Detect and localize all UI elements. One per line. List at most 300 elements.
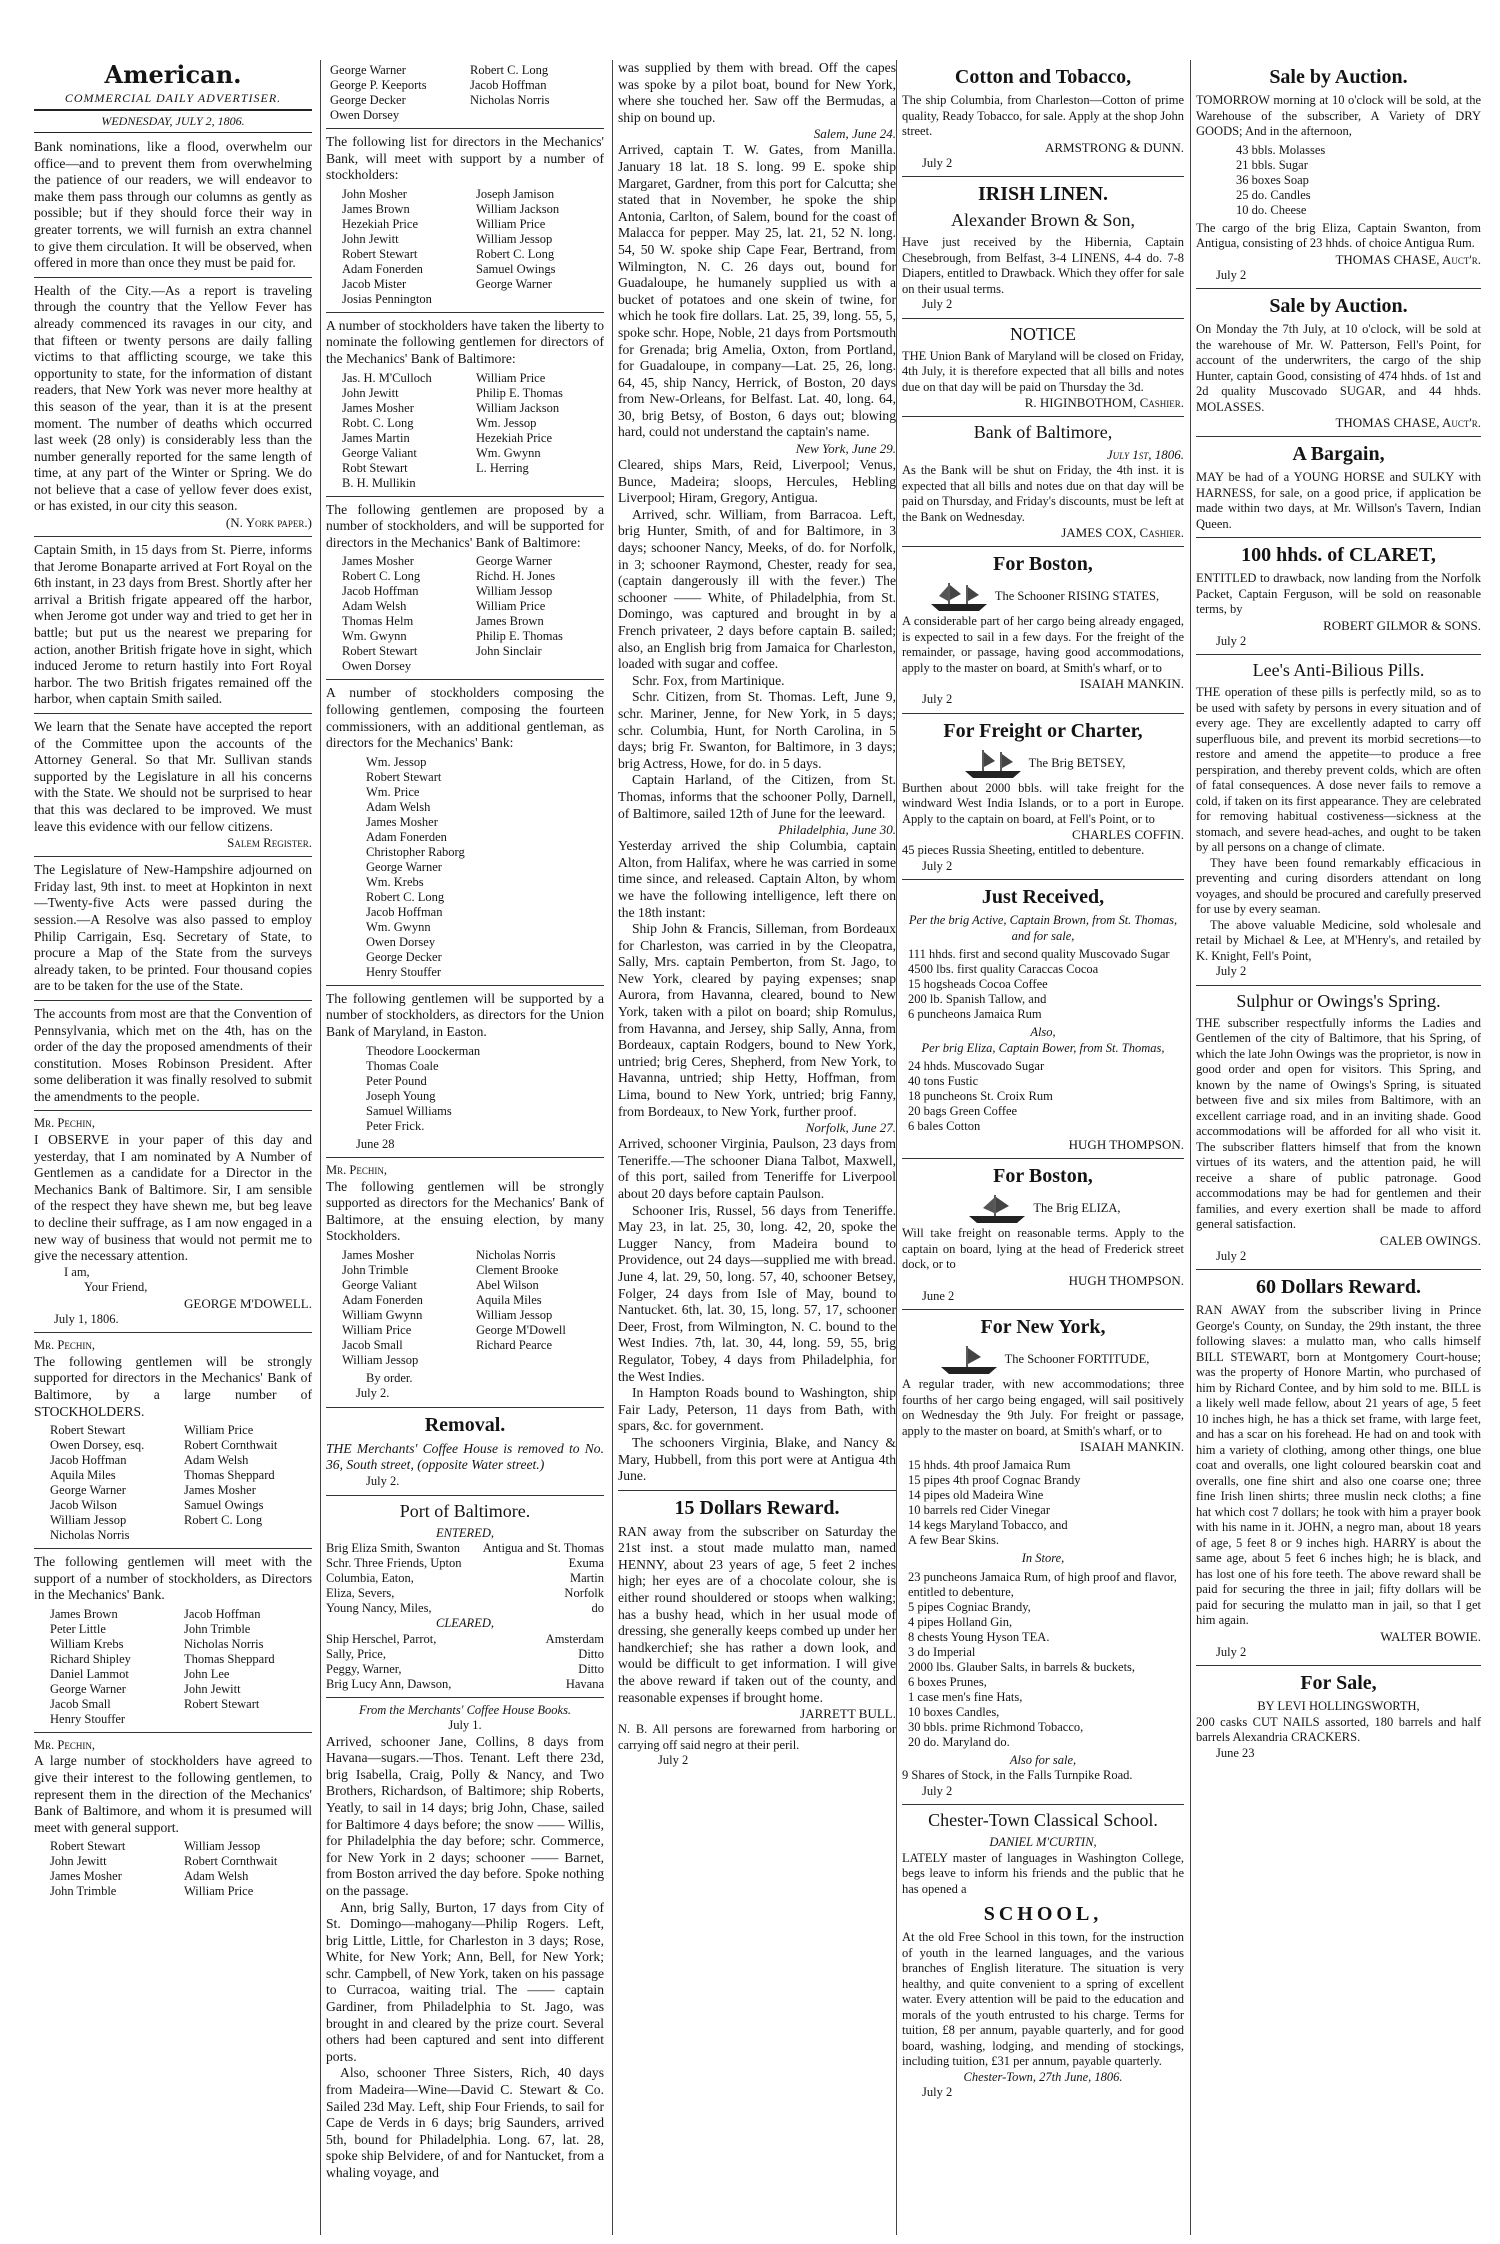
list-item: William Krebs xyxy=(50,1636,124,1651)
list-item: 6 boxes Prunes, xyxy=(908,1674,987,1689)
list-item: Wm. Jessop xyxy=(366,754,427,769)
directors-notice: A number of stockholders composing the following gentlemen, composing the fourteen commissioners, with an additional gentleman, as directors for the Mechanics' Bank: xyxy=(326,685,604,751)
freight-heading: For Freight or Charter, xyxy=(943,719,1143,742)
shipping-news: was supplied by them with bread. Off the capes was spoke by a pilot boat, bound for New York, where she touched her. Saw off the Bermudas, a ship on bound up. xyxy=(618,60,896,125)
newspaper-page xyxy=(14,60,1486,2235)
list-item: Jacob Mister xyxy=(342,276,407,291)
letter-closing: I am, xyxy=(64,1264,90,1279)
notice-date: July 2 xyxy=(922,297,953,311)
list-item: 111 hhds. first and second quality Muscovado Sugar xyxy=(908,947,1170,961)
list-item: Wm. Jessop xyxy=(476,415,537,430)
list-item: Robt Stewart xyxy=(342,460,408,475)
list-item: Peter Little xyxy=(50,1621,106,1636)
masthead-title: American. xyxy=(104,60,242,89)
boston2-heading: For Boston, xyxy=(993,1165,1093,1187)
ship-name: The Brig ELIZA, xyxy=(1033,1200,1121,1215)
list-item: Thomas Helm xyxy=(342,614,414,629)
auction1-signature: THOMAS CHASE, Auct'r. xyxy=(1335,251,1481,267)
list-item: James Brown xyxy=(476,614,544,629)
notice-date: July 2 xyxy=(1216,1248,1247,1263)
notice-signature: By order. xyxy=(366,1370,413,1385)
list-item: John Mosher xyxy=(342,186,407,201)
table-row xyxy=(326,1556,604,1571)
ny-dateline: New York, June 29. xyxy=(795,441,896,457)
runaway-notice: RAN away from the subscriber on Saturday the 21st inst. a stout made mulatto man, named HENNY, about 23 years of age, 5 feet 2 inches high; her eyes are of a chocolate colour, she is either round shouldered or stoops when walking; has a bushy head, which in her usual mode of dressing, she generally keeps combed up under her handkerchief; she has rather a down look, and would be difficult to get information. I will give the above reward if taken out of the county, and reasonable expenses if brought home. xyxy=(618,1523,896,1705)
list-item: Jacob Wilson xyxy=(50,1498,117,1513)
list-item: Samuel Owings xyxy=(184,1498,264,1513)
list-item: Richd. H. Jones xyxy=(476,569,556,584)
notice-date: July 2 xyxy=(922,858,953,873)
list-item: B. H. Mullikin xyxy=(342,475,416,490)
list-item: Nicholas Norris xyxy=(184,1636,264,1651)
notice-heading: NOTICE xyxy=(1010,323,1076,344)
port-heading: Port of Baltimore. xyxy=(399,1500,531,1521)
received-sub: Per the brig Active, Captain Brown, from St. Thomas, and for sale, xyxy=(908,913,1178,943)
goods-list xyxy=(902,1059,1184,1134)
list-item: Theodore Loockerman xyxy=(366,1043,481,1058)
list-item: James Brown xyxy=(342,201,410,216)
pills-notice: The above valuable Medicine, sold wholesale and retail by Michael & Lee, at M'Henry's, and retailed by K. Knight, Fell's Point, xyxy=(1196,917,1481,963)
directors-notice: A number of stockholders have taken the liberty to nominate the following gentlemen for directors of the Mechanics' Bank of Baltimore: xyxy=(326,317,604,366)
pa-article: The accounts from most are that the Convention of Pennsylvania, which met on the 4th, has on the order of the day the proposed amendments of their constitution. Moses Robinson President. After some deliberation it was finally resolved to submit the amendments to the people. xyxy=(34,1005,312,1104)
list-item: Josias Pennington xyxy=(342,291,432,306)
list-item: George Warner xyxy=(330,63,406,77)
ny-heading: For New York, xyxy=(980,1316,1106,1338)
list-item: Jacob Small xyxy=(342,1337,403,1352)
bank-heading: Bank of Baltimore, xyxy=(973,422,1113,442)
school-master: DANIEL M'CURTIN, xyxy=(989,1835,1097,1849)
shipping-news: Ann, brig Sally, Burton, 17 days from City of St. Domingo—mahogany—Philip Rogers. Left, brig Little, Little, for Charleston in 3 days; Rose, White, for New York; Ann, Bell, for New York; schr. Campbell, of New York, taken on his passage to Curracoa, waiting trial. The —— captain Gardiner, from Philadelphia to St. Jago, was brought in and cleared by the prize court. Several others had been captured and sent into different ports. xyxy=(326,1899,604,2064)
name-list xyxy=(326,1044,604,1134)
school-title: SCHOOL, xyxy=(983,1903,1103,1925)
list-item: Joseph Young xyxy=(366,1088,436,1103)
list-item: Owen Dorsey xyxy=(366,934,436,949)
table-row xyxy=(326,1586,604,1601)
notice-date: June 28 xyxy=(356,1136,395,1151)
table-row xyxy=(326,1677,604,1692)
auction1-cargo: The cargo of the brig Eliza, Captain Swanton, from Antigua, consisting of 23 hhds. of choice Antigua Rum. xyxy=(1196,220,1481,250)
column-1 xyxy=(34,60,312,2235)
shipping-news: Schr. Fox, from Martinique. xyxy=(632,672,785,688)
shipping-news: Arrived, captain T. W. Gates, from Manilla. January 18 lat. 18 S. long. 99 E. spoke ship Margaret, Gardner, from this port for Calcutta; she stated that in November, he spoke the ship Antonia, Carlton, of Salem, bound for the coast of Malacca for pepper. May 25, lat. 21, 52 N. long. 54, 50 W. spoke ship Cape Fear, Bertrand, from Wilmington, N. C. 26 days out, bound for Guadaloupe, he humanely supplied us with a bucket of potatoes and one skein of twine, for which he took fire dollars. Lat. 25, 39, long. 55, 5, spoke schr. Hope, Noble, 21 days from Portsmouth for Grenada; brig Amelia, Oxton, from Portland, for Guadaloupe, in company—Lat. 25, 26, long. 64, 45, ship Nancy, Herrick, of Boston, 20 days from New-Orleans, for Belfast. Lat. 40, long. 64, 30, brig Betsy, of Boston, 6 days out; blowing hard, could not understand the captain's name. xyxy=(618,142,896,440)
list-item: George Warner xyxy=(476,554,552,569)
table-cell: Ditto xyxy=(578,1646,604,1661)
list-item: Thomas Sheppard xyxy=(184,1651,275,1666)
goods-list xyxy=(902,947,1184,1022)
list-item: George Warner xyxy=(366,859,442,874)
received-heading: Just Received, xyxy=(981,886,1105,908)
shipping-news: Yesterday arrived the ship Columbia, captain Alton, from Halifax, where he was carried in some time since, and released. Captain Alton, by whom we have the following intelligence, left there on the 18th instant: xyxy=(618,838,896,920)
list-item: James Mosher xyxy=(342,554,414,569)
reward-nb: N. B. All persons are forewarned from harboring or carrying off said negro at their peril. xyxy=(618,1722,896,1752)
list-item: Wm. Gwynn xyxy=(476,445,541,460)
list-item: Jacob Hoffman xyxy=(184,1606,261,1621)
list-item: 18 puncheons St. Croix Rum xyxy=(908,1089,1053,1103)
senate-article: We learn that the Senate have accepted the report of the Committee upon the accounts of the Attorney General. So that Mr. Sullivan stands supported by the Legislature in all his concerns with the State. We should not be surprised to hear that this was declared to be improved. We must leave this evidence with our fellow citizens. xyxy=(34,719,312,834)
ny-notice: A regular trader, with new accommodations; three fourths of her cargo being engaged, will sail positively on Wednesday the 9th July. For freight or passage, apply to the master on board, at Smith's wharf, or to xyxy=(902,1377,1184,1438)
list-item: William Jessop xyxy=(184,1839,261,1854)
sale-notice: 200 casks CUT NAILS assorted, 180 barrels and half barrels Alexandria CRACKERS. xyxy=(1196,1714,1481,1744)
list-item: Robert C. Long xyxy=(366,889,445,904)
list-item: John Jewitt xyxy=(342,385,399,400)
reward60-signature: WALTER BOWIE. xyxy=(1380,1628,1481,1644)
list-item: 3 do Imperial xyxy=(908,1644,976,1659)
list-item: Owen Dorsey xyxy=(330,108,400,122)
list-item: 30 bbls. prime Richmond Tobacco, xyxy=(908,1719,1084,1734)
table-cell: Peggy, Warner, xyxy=(326,1661,402,1676)
letter-heading: Mr. Pechin, xyxy=(34,1338,95,1353)
table-row xyxy=(326,1541,604,1556)
list-item: James Mosher xyxy=(366,814,438,829)
name-list xyxy=(34,1423,312,1543)
list-item: 23 puncheons Jamaica Rum, of high proof and flavor, entitled to debenture, xyxy=(908,1569,1177,1599)
list-item: Philip E. Thomas xyxy=(476,385,563,400)
notice-signature: R. HIGINBOTHOM, Cashier. xyxy=(1024,395,1184,410)
list-item: 14 pipes old Madeira Wine xyxy=(908,1488,1044,1502)
school-intro: LATELY master of languages in Washington College, begs leave to inform his friends and the public that he has opened a xyxy=(902,1850,1184,1896)
directors-notice: The following gentlemen will meet with the support of a number of stockholders, as Directors in the Mechanics' Bank. xyxy=(34,1554,312,1603)
name-list xyxy=(326,1248,604,1368)
masthead-subtitle: COMMERCIAL DAILY ADVERTISER. xyxy=(34,91,312,111)
list-item: Adam Welsh xyxy=(184,1869,249,1884)
list-item: George Valiant xyxy=(342,1277,417,1292)
list-item: A few Bear Skins. xyxy=(908,1533,999,1547)
table-cell: Antigua and St. Thomas xyxy=(482,1541,604,1556)
table-cell: Ditto xyxy=(578,1661,604,1676)
list-item: William Jessop xyxy=(342,1352,419,1367)
shipping-news: Schooner Iris, Russel, 56 days from Teneriffe. May 23, in lat. 25, 30, long. 42, 20, spoke the Lugger Nancy, from Madeira bound to Providence, out 24 days—supplied me with bread. June 4, lat. 29, 50, long. 57, 40, schooner Betsey, Folger, 24 days from Isle of May, bound to Nantucket. 6th, lat. 30, 15, long. 57, 17, schooner Deer, Frost, from Wilmington, N. C. bound to the West Indies. 7th, lat. 30, 44, long. 59, 55, brig Regulator, Tobey, 4 days from Philadelphia, for the West Indies. xyxy=(618,1202,896,1384)
table-row xyxy=(326,1601,604,1616)
list-item: Adam Fonerden xyxy=(366,829,447,844)
list-item: 2000 lbs. Glauber Salts, in barrels & buckets, xyxy=(908,1659,1136,1674)
list-item: Owen Dorsey xyxy=(342,659,412,674)
reward60-heading: 60 Dollars Reward. xyxy=(1256,1276,1421,1298)
removal-notice: THE Merchants' Coffee House is removed to No. 36, South street, (opposite Water street.) xyxy=(326,1440,604,1473)
list-item: Robert C. Long xyxy=(476,246,555,261)
linen-heading: IRISH LINEN. xyxy=(977,183,1109,205)
goods-list xyxy=(902,1458,1184,1548)
list-item: William Price xyxy=(476,370,546,385)
shipping-news: In Hampton Roads bound to Washington, ship Fair Lady, Peterson, 11 days from Bath, with spars, &c. for government. xyxy=(618,1385,896,1434)
notice-date: July 2 xyxy=(1216,964,1247,978)
list-item: George Warner xyxy=(50,1681,126,1696)
column-2 xyxy=(326,60,604,2235)
list-item: 4 pipes Holland Gin, xyxy=(908,1614,1013,1629)
list-item: Robert Cornthwait xyxy=(184,1438,278,1453)
ship-name: The Brig BETSEY, xyxy=(1028,755,1126,770)
smith-article: Captain Smith, in 15 days from St. Pierre, informs that Jerome Bonaparte arrived at Fort Royal on the 6th instant, in 23 days from Brest. Shortly after her arrival a British frigate appeared off the harbor, when Jerome got under way and tried to get her in battle; but put us the nearest we preparing for action, another British frigate hove in sight, which induced Jerome to return hastily into Fort Royal harbor. The two British frigates remained off the harbor, when captain Smith sailed. xyxy=(34,542,312,707)
list-item: Wm. Gwynn xyxy=(366,919,431,934)
table-cell: Havana xyxy=(565,1676,604,1691)
notice-date: June 23 xyxy=(1216,1745,1255,1760)
table-row xyxy=(326,1632,604,1647)
shipping-news: Cleared, ships Mars, Reid, Liverpool; Venus, Bunce, Madeira; sloops, Hercules, Hebling Liverpool; Hiram, Gregory, Antigua. xyxy=(618,457,896,506)
sale-by: BY LEVI HOLLINGSWORTH, xyxy=(1257,1699,1420,1713)
bank-closing: As the Bank will be shut on Friday, the 4th inst. it is expected that all bills and notes due on that day will be paid on Thursday, and Friday's discounts, must be left at the Bank on Wednesday. xyxy=(902,463,1184,524)
linen-firm: Alexander Brown & Son, xyxy=(951,210,1135,230)
list-item: 1 case men's fine Hats, xyxy=(908,1689,1023,1704)
list-item: Jacob Hoffman xyxy=(342,584,419,599)
mcdowell-signature: GEORGE M'DOWELL. xyxy=(184,1295,312,1311)
list-item: Thomas Coale xyxy=(366,1058,439,1073)
list-item: 10 barrels red Cider Vinegar xyxy=(908,1503,1051,1517)
in-store-label: In Store, xyxy=(1021,1551,1065,1565)
list-item: William Price xyxy=(476,216,546,231)
list-item: 8 chests Young Hyson TEA. xyxy=(908,1629,1050,1644)
goods-list xyxy=(1196,143,1481,218)
auction1-notice: TOMORROW morning at 10 o'clock will be sold, at the Warehouse of the subscriber, A Variety of DRY GOODS; And in the afternoon, xyxy=(1196,93,1481,138)
list-item: 4500 lbs. first quality Caraccas Cocoa xyxy=(908,962,1099,976)
list-item: 20 bags Green Coffee xyxy=(908,1104,1018,1118)
list-item: Adam Fonerden xyxy=(342,1292,423,1307)
list-item: William Jessop xyxy=(476,1307,553,1322)
list-item: William Jessop xyxy=(476,231,553,246)
list-item: William Price xyxy=(342,1322,412,1337)
notice-date: July 2 xyxy=(1216,1644,1247,1659)
list-item: 14 kegs Maryland Tobacco, and xyxy=(908,1518,1068,1532)
list-item: Jas. H. M'Culloch xyxy=(342,370,432,385)
list-item: Robert Stewart xyxy=(184,1696,260,1711)
list-item: Samuel Williams xyxy=(366,1103,452,1118)
cleared-table xyxy=(326,1632,604,1692)
table-cell: do xyxy=(591,1601,604,1616)
name-list xyxy=(326,755,604,980)
table-row xyxy=(326,1647,604,1662)
list-item: James Martin xyxy=(342,430,410,445)
list-item: Nicholas Norris xyxy=(476,1247,556,1262)
school-heading: Chester-Town Classical School. xyxy=(928,1810,1158,1830)
notice-date: July 2 xyxy=(1216,267,1247,282)
list-item: 24 hhds. Muscovado Sugar xyxy=(908,1059,1045,1073)
notice-date: June 2 xyxy=(922,1288,955,1303)
freight-signature: CHARLES COFFIN. xyxy=(1072,827,1184,842)
name-list xyxy=(326,371,604,491)
list-item: James Mosher xyxy=(184,1483,256,1498)
table-cell: Amsterdam xyxy=(545,1631,604,1646)
letter-date: July 1, 1806. xyxy=(54,1311,119,1326)
list-item: Henry Stouffer xyxy=(50,1711,126,1726)
health-source: (N. York paper.) xyxy=(225,515,312,531)
name-list xyxy=(326,187,604,307)
list-item: Robert Stewart xyxy=(50,1839,126,1854)
bargain-heading: A Bargain, xyxy=(1292,443,1385,465)
cleared-label: CLEARED, xyxy=(436,1616,494,1631)
notice-date: July 2. xyxy=(356,1386,390,1401)
list-item: William Jackson xyxy=(476,400,560,415)
list-item: George M'Dowell xyxy=(476,1322,566,1337)
for-sale-label: Also for sale, xyxy=(1009,1752,1077,1767)
ship-name: The Schooner RISING STATES, xyxy=(994,588,1160,603)
ship-icon xyxy=(937,1343,1001,1377)
list-item: Aquila Miles xyxy=(50,1468,116,1483)
salem-dateline: Salem, June 24. xyxy=(813,126,896,142)
runaway-notice: RAN AWAY from the subscriber living in Prince George's County, on Sunday, the 29th instant, the three following slaves: a mulatto man, who calls himself BILL STEWART, born at Montgomery Court-house; was the property of Honore Martin, who purchased of him by Richard Contee, and by him sold to me. BILL is a likely well made fellow, about 21 years of age, 5 feet 10 inches high, he has a thick set frame, with large feet, and has a scar on his forehead. He had on and took with him a variety of clothing, among other things, one blue coat and overalls, one light coloured bearskin coat and overalls, one fine shirt and also one coarse one; three fine Irish linen shirts; three muslin neck cloths; a fine hat which cost 7 dollars; he took with him a prayer book with his name in it. JOHN, a negro man, about 18 years of age, 5 feet 8 or 9 inches high. HARRY is about the same age, about 5 feet 6 inches high; he is black, and has lost one of his fore teeth. The above reward shall be paid for securing the three in jail; fifty dollars will be paid for securing the mulatto man in jail, so that I get him again. xyxy=(1196,1303,1481,1627)
notice-date: July 2 xyxy=(1216,633,1247,648)
cotton-signature: ARMSTRONG & DUNN. xyxy=(1044,139,1184,155)
list-item: Owen Dorsey, esq. xyxy=(50,1438,145,1453)
salem-source: Salem Register. xyxy=(227,835,312,851)
norfolk-dateline: Norfolk, June 27. xyxy=(805,1120,896,1136)
table-cell: Eliza, Severs, xyxy=(326,1586,395,1601)
list-item: 15 pipes 4th proof Cognac Brandy xyxy=(908,1473,1081,1487)
table-cell: Brig Lucy Ann, Dawson, xyxy=(326,1676,452,1691)
linen-notice: Have just received by the Hibernia, Captain Chesebrough, from Belfast, 3-4 LINENS, 4-4 do. 7-8 Diapers, entitled to Drawback. Which they offer for sale on their usual terms. xyxy=(902,235,1184,296)
list-item: William Gwynn xyxy=(342,1307,423,1322)
table-cell: Martin xyxy=(569,1571,604,1586)
list-item: Henry Stouffer xyxy=(366,964,442,979)
table-row xyxy=(326,1662,604,1677)
list-item: James Mosher xyxy=(342,1247,414,1262)
ship-name: The Schooner FORTITUDE, xyxy=(1004,1351,1150,1366)
coffee-house-heading: From the Merchants' Coffee House Books. xyxy=(358,1702,572,1717)
notice-date: July 2 xyxy=(922,2085,953,2099)
list-item: Wm. Gwynn xyxy=(342,629,407,644)
list-item: 43 bbls. Molasses xyxy=(1236,142,1326,157)
freight-extra: 45 pieces Russia Sheeting, entitled to debenture. xyxy=(902,843,1145,857)
bank-notice: Bank nominations, like a flood, overwhelm our office—and to prevent them from overwhelming the patience of our readers, we will endeavor to make them pass through our columns as gently as possible; but if they should force their way in greater torrents, we will furnish an extra channel to give them circulation. It will be observed, when offered in more than once they must be paid for. xyxy=(34,139,312,271)
list-item: John Trimble xyxy=(342,1262,409,1277)
boston-signature: ISAIAH MANKIN. xyxy=(1080,676,1184,691)
table-cell: Brig Eliza Smith, Swanton xyxy=(326,1541,461,1556)
school-dateline: Chester-Town, 27th June, 1806. xyxy=(963,2069,1123,2084)
pills-heading: Lee's Anti-Bilious Pills. xyxy=(1252,660,1425,680)
list-item: Adam Fonerden xyxy=(342,261,423,276)
health-article: Health of the City.—As a report is traveling through the country that the Yellow Fever has already commenced its ravages in our city, and that fifteen or twenty persons are daily falling victims to that afflicting scourge, we take this opportunity to state, for the information of distant readers, that New York was never more healthy at this season of the year, than it is at the present moment. The number of deaths which occurred last week (28 only) is considerably less than the number generally reported for the same length of time, at any part of the Winter or Spring. We do not believe that a case of yellow fever does exist, or has existed, in our city this season. xyxy=(34,282,312,514)
list-item: Richard Pearce xyxy=(476,1337,553,1352)
goods-list xyxy=(902,1570,1184,1750)
list-item: Joseph Jamison xyxy=(476,186,555,201)
union-bank-notice: The following gentlemen will be supported by a number of stockholders, as directors for the Union Bank of Maryland, in Easton. xyxy=(326,990,604,1039)
list-item: Daniel Lammot xyxy=(50,1666,129,1681)
column-4 xyxy=(902,60,1184,2235)
list-item: James Mosher xyxy=(342,400,414,415)
list-item: Hezekiah Price xyxy=(342,216,419,231)
letter-heading: Mr. Pechin, xyxy=(34,1116,95,1131)
list-item: Robert Cornthwait xyxy=(184,1854,278,1869)
spring-notice: THE subscriber respectfully informs the Ladies and Gentlemen of the city of Baltimore, that his Spring, of which the late John Owings was the proprietor, is now in good order and open for visitors. This Spring, and known by the name of Owings's Spring, is situated between five and six miles from Baltimore, with an excellent carriage road, and in an inviting shade. Good accommodations will be afforded for all who visit it. The subscriber flatters himself that from the known virtues of its waters, and the attention paid, he will receive a share of public patronage. Good accommodations may be had for gentlemen and their families, and every exertion shall be made to afford general satisfaction. xyxy=(1196,1015,1481,1231)
name-list xyxy=(326,554,604,674)
cotton-notice: The ship Columbia, from Charleston—Cotton of prime quality, Ready Tobacco, for sale. Apply at the shop John street. xyxy=(902,93,1184,138)
ny-signature: ISAIAH MANKIN. xyxy=(1080,1439,1184,1454)
letter-closing: Your Friend, xyxy=(84,1280,148,1295)
auction2-signature: THOMAS CHASE, Auct'r. xyxy=(1335,415,1481,430)
notice-date: July 2 xyxy=(658,1753,689,1768)
boston-notice: A considerable part of her cargo being already engaged, is expected to sail in a few days. For the freight of the remainder, or passage, having good accommodations, apply to the master on board, at Smith's wharf, or to xyxy=(902,614,1184,675)
list-item: William Jackson xyxy=(476,201,560,216)
list-item: 15 hhds. 4th proof Jamaica Rum xyxy=(908,1458,1071,1472)
list-item: William Jessop xyxy=(476,584,553,599)
list-item: Wm. Krebs xyxy=(366,874,424,889)
list-item: 36 boxes Soap xyxy=(1236,172,1309,187)
shipping-news: Ship John & Francis, Silleman, from Bordeaux for Charleston, was carried in by the Cleopatra, Sally, Mrs. captain Pemberton, from St. Jago, to New York, cleared by paying expenses; snap Aurora, from Havanna, cleared, bound to New York, taken with a pilot on board; ship Romulus, from Havanna, and Jersey, ship Sally, Anna, from Bordeaux, captain Rodgers, bound to New York, untried; brig Ceres, Shepherd, from New York, to Havanna, untried; ship Hetty, Hoffman, from Lima, bound to New York, untried; brig Fanny, from Bordeaux, to New York, further proof. xyxy=(618,921,896,1119)
claret-signature: ROBERT GILMOR & SONS. xyxy=(1323,617,1481,633)
list-item: Robert C. Long xyxy=(470,63,549,77)
boston2-notice: Will take freight on reasonable terms. Apply to the captain on board, lying at the head of Frederick street dock, or to xyxy=(902,1226,1184,1271)
mcdowell-letter: I OBSERVE in your paper of this day and yesterday, that I am nominated by A Number of Gentlemen as a candidate for a Director in the Mechanics Bank of Baltimore. Sir, I am sensible of the respect they have shewn me, but beg leave to decline their suffrage, as I am now engaged in a new way of business that would not permit me to give the necessary attention. xyxy=(34,1131,312,1264)
union-bank-closing: THE Union Bank of Maryland will be closed on Friday, 4th July, it is therefore expected that all bills and notes due on that day will be paid on Thursday the 3d. xyxy=(902,348,1184,394)
list-item: Nicholas Norris xyxy=(50,1528,130,1543)
list-item: John Trimble xyxy=(184,1621,251,1636)
list-item: Peter Pound xyxy=(366,1073,427,1088)
table-cell: Sally, Price, xyxy=(326,1646,386,1661)
list-item: George Decker xyxy=(330,93,406,107)
list-item: Peter Frick. xyxy=(366,1118,425,1133)
received-signature: HUGH THOMPSON. xyxy=(1068,1137,1184,1152)
boston-heading: For Boston, xyxy=(993,553,1093,575)
list-item: George Warner xyxy=(476,276,552,291)
stock-shares: 9 Shares of Stock, in the Falls Turnpike Road. xyxy=(902,1768,1133,1782)
pills-notice: They have been found remarkably efficacious in preventing and curing disorders attendant on long voyages, and should be procured and carefully preserved for use by every seaman. xyxy=(1196,855,1481,916)
list-item: Adam Welsh xyxy=(184,1453,249,1468)
table-cell: Exuma xyxy=(568,1556,604,1571)
list-item: Jacob Hoffman xyxy=(50,1453,127,1468)
list-item: 200 lb. Spanish Tallow, and xyxy=(908,992,1047,1006)
list-item: Robert C. Long xyxy=(342,569,421,584)
sale-heading: For Sale, xyxy=(1300,1672,1377,1694)
freight-notice: Burthen about 2000 bbls. will take freight for the windward West India Islands, or to a port in Europe. Apply to the captain on board, at Fell's Point, or to xyxy=(902,780,1184,826)
school-notice: At the old Free School in this town, for the instruction of youth in the learned languages, and the various branches of English literature. The situation is very healthy, and quite convenient to a spring of excellent water. Every attention will be paid to the education and morals of the youth entrusted to his charge. Terms for tuition, £8 per annum, payable quarterly, and for good board, washing, lodging, and mending of stockings, including tuition, £31 per annum, payable quarterly. xyxy=(902,1930,1184,2068)
list-item: 5 pipes Cogniac Brandy, xyxy=(908,1599,1031,1614)
boston2-signature: HUGH THOMPSON. xyxy=(1068,1272,1184,1288)
ship-icon xyxy=(965,1192,1029,1226)
list-item: Nicholas Norris xyxy=(470,93,550,107)
bargain-notice: MAY be had of a YOUNG HORSE and SULKY with HARNESS, for sale, on a good price, if application be made within two days, at Mr. Willson's Tavern, Indian Queen. xyxy=(1196,470,1481,531)
list-item: Hezekiah Price xyxy=(476,430,553,445)
table-row xyxy=(326,1571,604,1586)
list-item: 15 hogsheads Cocoa Coffee xyxy=(908,977,1048,991)
removal-heading: Removal. xyxy=(424,1413,506,1436)
reward-signature: JARRETT BULL. xyxy=(800,1706,896,1722)
list-item: Robert C. Long xyxy=(184,1513,263,1528)
list-item: William Price xyxy=(476,599,546,614)
list-item: Thomas Sheppard xyxy=(184,1468,275,1483)
list-item: 10 boxes Candles, xyxy=(908,1704,1000,1719)
list-item: Clement Brooke xyxy=(476,1262,559,1277)
auction1-heading: Sale by Auction. xyxy=(1269,66,1408,88)
shipping-news: Schr. Citizen, from St. Thomas. Left, June 9, schr. Mariner, Jenne, for New York, in 5 days; schr. Columbia, Hunt, for North Carolina, in 5 days; brig Fr. Swanton, for Baltimore, in 3 days; brig Actress, Howe, for do. in 5 days. xyxy=(618,689,896,771)
table-cell: Schr. Three Friends, Upton xyxy=(326,1556,462,1571)
cotton-heading: Cotton and Tobacco, xyxy=(954,66,1132,88)
list-item: William Price xyxy=(184,1884,254,1899)
directors-notice: The following list for directors in the Mechanics' Bank, will meet with support by a number of stockholders: xyxy=(326,134,604,183)
list-item: 6 bales Cotton xyxy=(908,1119,981,1133)
list-item: 40 tons Fustic xyxy=(908,1074,979,1088)
list-item: Richard Shipley xyxy=(50,1651,131,1666)
name-list xyxy=(326,63,604,123)
list-item: Jacob Small xyxy=(50,1696,111,1711)
list-item: Robert Stewart xyxy=(342,246,418,261)
notice-date: July 2 xyxy=(922,155,953,170)
spring-signature: CALEB OWINGS. xyxy=(1379,1232,1481,1248)
column-3 xyxy=(618,60,896,2235)
received-also: Also, xyxy=(1030,1025,1056,1039)
list-item: William Jessop xyxy=(50,1513,127,1528)
letter-heading: Mr. Pechin, xyxy=(34,1737,95,1752)
auction2-heading: Sale by Auction. xyxy=(1269,295,1408,317)
list-item: 21 bbls. Sugar xyxy=(1236,157,1308,172)
shipping-news: Also, schooner Three Sisters, Rich, 40 days from Madeira—Wine—David C. Stewart & Co. Sailed 23d May. Left, ship Four Friends, to sail for Cape de Verds in 6 days; brig Saunders, arrived 5th, bound for Philadelphia. Long. 67, lat. 28, spoke ship Belvidere, of and for Nantucket, from a whaling voyage, and xyxy=(326,2065,604,2180)
list-item: George Valiant xyxy=(342,445,417,460)
ship-icon xyxy=(961,747,1025,781)
list-item: Jacob Hoffman xyxy=(366,904,443,919)
name-list xyxy=(34,1607,312,1727)
list-item: L. Herring xyxy=(476,460,529,475)
list-item: 25 do. Candles xyxy=(1236,187,1311,202)
list-item: John Jewitt xyxy=(342,231,399,246)
directors-notice: The following gentlemen are proposed by a number of stockholders, and will be supported for directors in the Mechanics' Bank of Baltimore: xyxy=(326,501,604,550)
list-item: William Price xyxy=(184,1423,254,1438)
shipping-news: Arrived, schr. William, from Barracoa. Left, brig Hunter, Smith, of and for Baltimore, in 3 days; schooner Nancy, Meeks, of do. for Norfolk, in 3; schooner Raymond, Chester, ready for sea, (captain dangerously ill with the fever.) The schooner —— White, of Philadelphia, from St. Domingo, was captured and brought in by a French privateer, 2 days before captain B. sailed; also, an English brig from Jamaica for Charleston, loaded with sugar and coffee. xyxy=(618,506,896,672)
